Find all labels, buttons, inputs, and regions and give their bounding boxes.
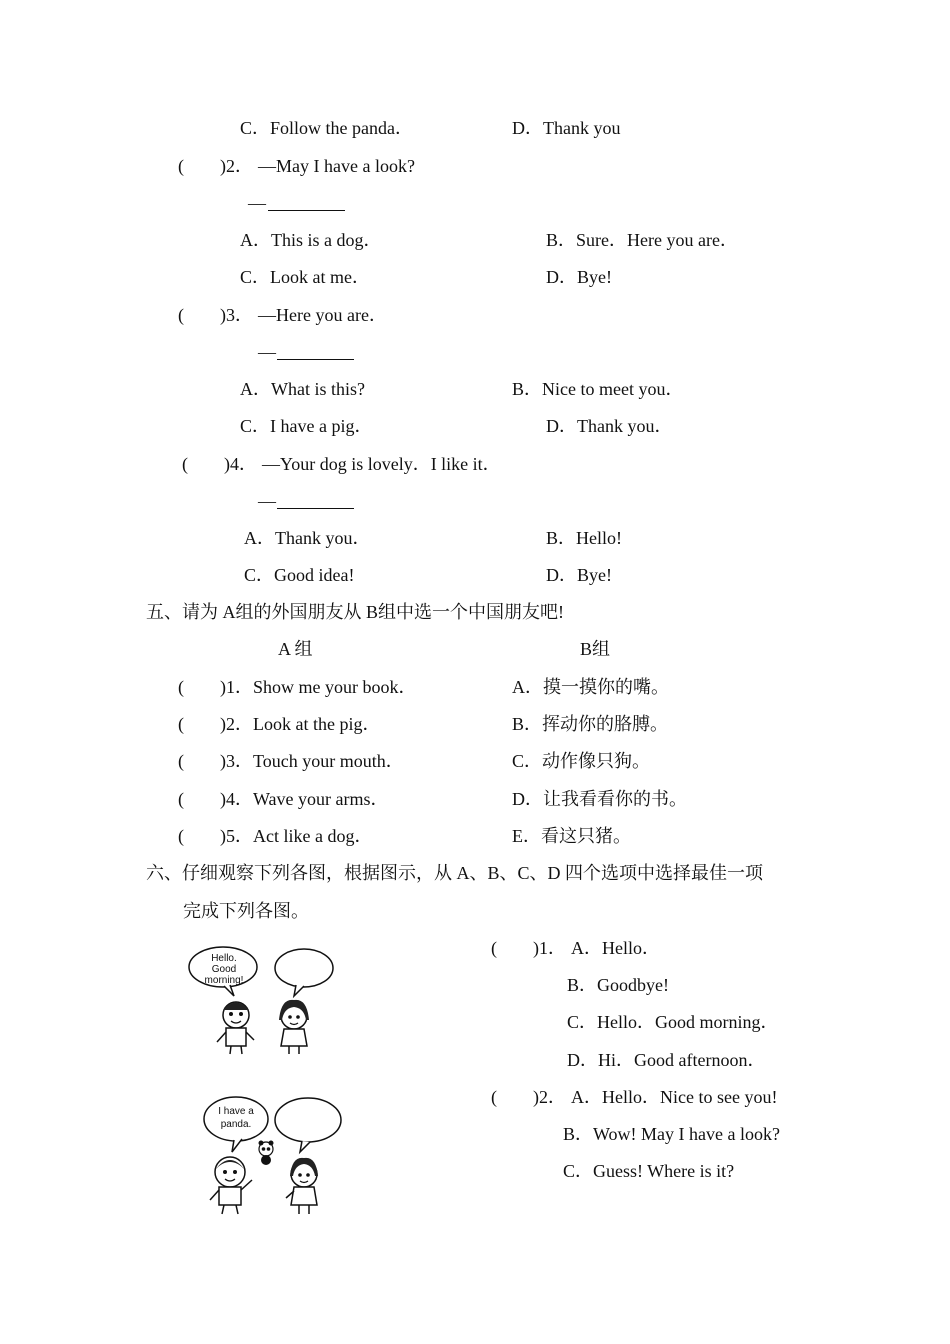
pic-q1-option-a: A．Hello． <box>571 938 660 958</box>
q2-answer-bracket[interactable]: ( )2． <box>178 156 253 176</box>
q2-option-b: B．Sure．Here you are． <box>546 230 738 250</box>
q3-question: —Here you are． <box>258 305 387 325</box>
group-a-label: A 组 <box>278 639 313 659</box>
q1-option-c: C．Follow the panda． <box>240 118 413 138</box>
pic-q2-option-b: B．Wow! May I have a look? <box>563 1124 780 1144</box>
q4-answer-bracket[interactable]: ( )4． <box>182 454 257 474</box>
pic-q1-option-d: D．Hi．Good afternoon． <box>567 1050 766 1070</box>
part6-heading-line1: 六、仔细观察下列各图，根据图示，从 A、B、C、D 四个选项中选择最佳一项 <box>146 863 764 883</box>
panda-icon <box>259 1141 274 1166</box>
speech-bubble-right <box>275 1098 341 1142</box>
match-right-2: B．挥动你的胳膊。 <box>512 714 669 734</box>
pic-q1-option-c: C．Hello．Good morning． <box>567 1012 779 1032</box>
match-left-5[interactable]: ( )5．Act like a dog． <box>178 826 373 846</box>
q2-option-c: C．Look at me． <box>240 267 370 287</box>
part5-heading: 五、请为 A组的外国朋友从 B组中选一个中国朋友吧! <box>146 602 564 622</box>
pic-q2-option-c: C．Guess! Where is it? <box>563 1161 735 1181</box>
q2-answer-blank[interactable] <box>268 210 345 211</box>
match-left-4[interactable]: ( )4．Wave your arms． <box>178 789 389 809</box>
match-left-2[interactable]: ( )2．Look at the pig． <box>178 714 381 734</box>
q3-option-c: C．I have a pig． <box>240 416 373 436</box>
match-right-4: D．让我看看你的书。 <box>512 789 687 809</box>
q2-option-d: D．Bye! <box>546 267 612 287</box>
q4-answer-blank[interactable] <box>277 508 354 509</box>
group-b-label: B组 <box>580 639 611 659</box>
match-right-3: C．动作像只狗。 <box>512 751 651 771</box>
q4-question: —Your dog is lovely．I like it． <box>262 454 501 474</box>
q4-option-c: C．Good idea! <box>244 565 355 585</box>
bubble-text-panda: I have a panda. <box>218 1106 254 1130</box>
match-right-1: A．摸一摸你的嘴。 <box>512 677 669 697</box>
q4-option-d: D．Bye! <box>546 565 612 585</box>
q3-option-d: D．Thank you． <box>546 416 673 436</box>
part6-heading-line2: 完成下列各图。 <box>183 901 309 921</box>
q3-answer-bracket[interactable]: ( )3． <box>178 305 253 325</box>
match-right-5: E．看这只猪。 <box>512 826 631 846</box>
match-left-1[interactable]: ( )1．Show me your book． <box>178 677 417 697</box>
pic-q1-option-b: B．Goodbye! <box>567 975 669 995</box>
q3-option-b: B．Nice to meet you． <box>512 379 684 399</box>
q4-option-a: A．Thank you． <box>244 528 371 548</box>
q3-answer-blank[interactable] <box>277 359 354 360</box>
q3-dash: — <box>258 342 276 362</box>
q3-option-a: A．What is this? <box>240 379 365 399</box>
match-left-3[interactable]: ( )3．Touch your mouth． <box>178 751 404 771</box>
q4-dash: — <box>258 491 276 511</box>
q2-option-a: A．This is a dog． <box>240 230 382 250</box>
bubble-text-greeting: Hello. Good morning! <box>204 953 244 986</box>
q2-question: —May I have a look? <box>258 156 415 176</box>
pic-q2-answer-bracket[interactable]: ( )2． <box>491 1087 566 1107</box>
q1-option-d: D．Thank you <box>512 118 621 138</box>
pic-q2-option-a: A．Hello．Nice to see you! <box>571 1087 778 1107</box>
q4-option-b: B．Hello! <box>546 528 622 548</box>
pic-q1-answer-bracket[interactable]: ( )1． <box>491 938 566 958</box>
speech-bubble-right <box>275 949 333 987</box>
q2-dash: — <box>248 193 266 213</box>
